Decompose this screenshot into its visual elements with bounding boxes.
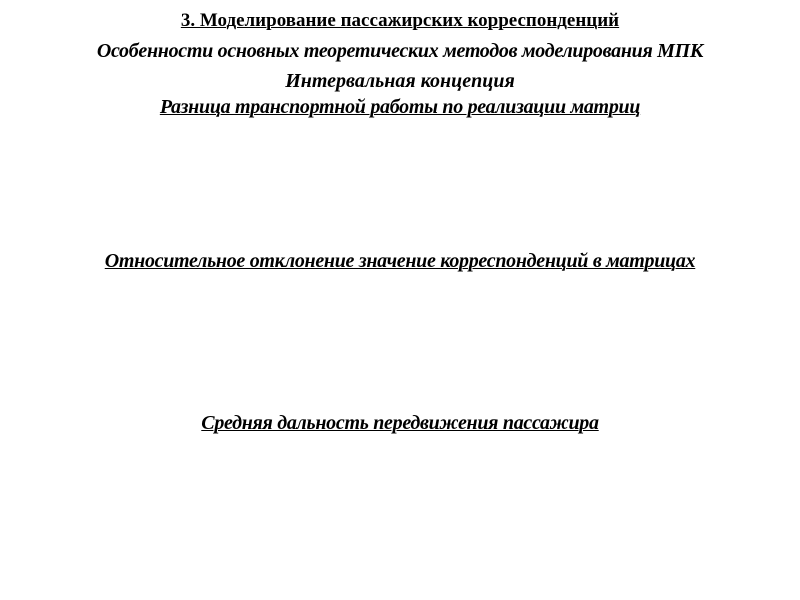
section-heading-transport-work: Разница транспортной работы по реализации матриц [159, 96, 641, 118]
section-heading-relative-deviation: Относительное отклонение значение корреспонденций в матрицах [104, 250, 696, 272]
slide-title: 3. Моделирование пассажирских корреспонденций [180, 10, 620, 31]
slide-subtitle: Особенности основных теоретических методов моделирования МПК [96, 40, 704, 62]
concept-heading: Интервальная концепция [285, 70, 515, 92]
section-heading-average-distance: Средняя дальность передвижения пассажира [201, 412, 599, 434]
